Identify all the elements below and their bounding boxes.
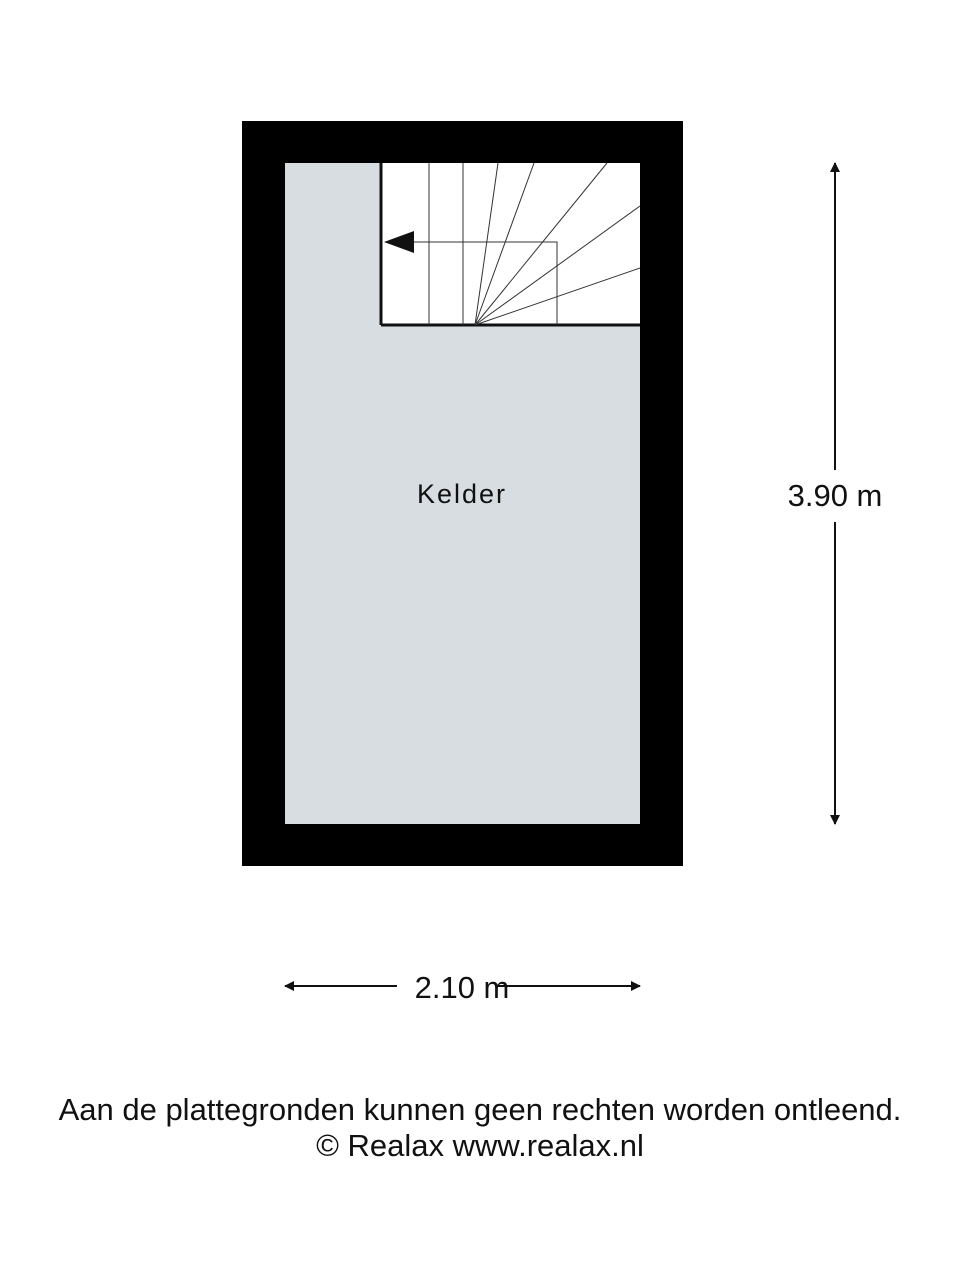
height-dimension bbox=[788, 163, 883, 824]
width-dimension bbox=[285, 970, 640, 1005]
width-dimension-label: 2.10 m bbox=[414, 970, 510, 1005]
room-label: Kelder bbox=[416, 479, 508, 509]
disclaimer-text: Aan de plattegronden kunnen geen rechten worden ontleend. bbox=[58, 1092, 902, 1127]
height-dimension-label: 3.90 m bbox=[787, 478, 883, 513]
stair-area bbox=[381, 163, 640, 325]
copyright-text: © Realax www.realax.nl bbox=[316, 1128, 644, 1163]
staircase bbox=[381, 163, 640, 325]
